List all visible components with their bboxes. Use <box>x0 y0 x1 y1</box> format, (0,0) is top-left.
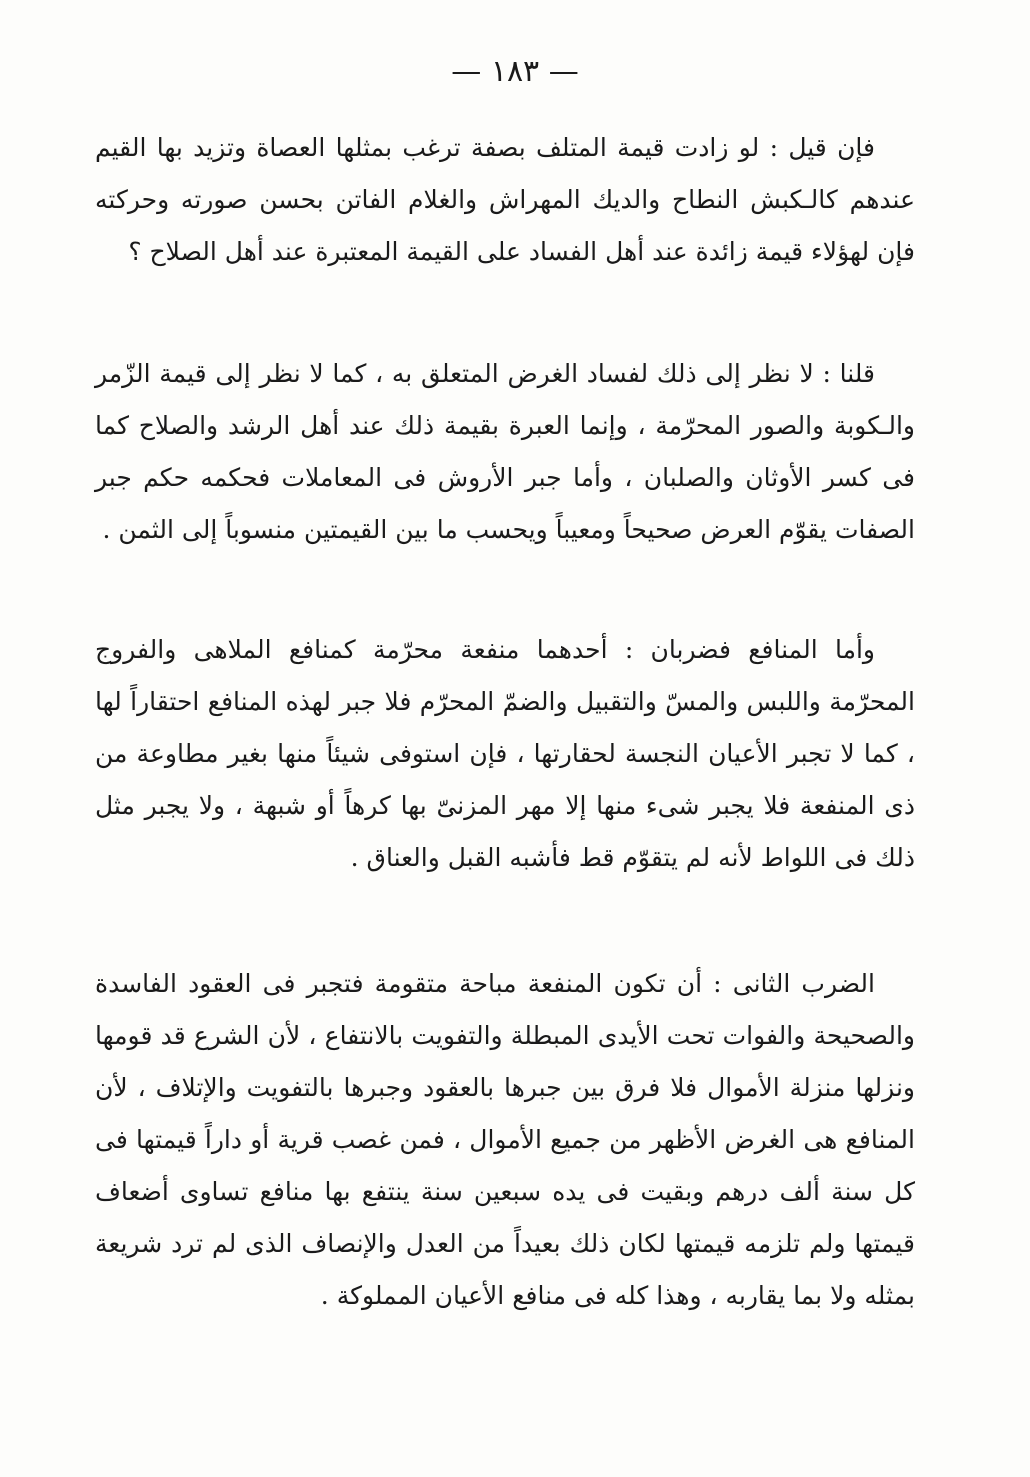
paragraph-1-text: فإن قيل : لو زادت قيمة المتلف بصفة ترغب بمثلها العصاة وتزيد بها القيم عندهم كالـكبش النطاح والديك المهراش والغلام الفاتن بحسن صورته وحركته فإن لهؤلاء قيمة زائدة عند أهل الفساد على القيمة المعتبرة عند أهل الصلاح ؟ <box>95 133 915 266</box>
paragraph-4 <box>95 958 915 1322</box>
paragraph-3 <box>95 624 915 884</box>
page-number: — ١٨٣ — <box>451 54 579 89</box>
paragraph-2 <box>95 348 915 556</box>
paragraph-4-text: الضرب الثانى : أن تكون المنفعة مباحة متقومة فتجبر فى العقود الفاسدة والصحيحة والفوات تحت الأيدى المبطلة والتفويت بالانتفاع ، لأن الشرع قد قومها ونزلها منزلة الأموال فلا فرق بين جبرها بالعقود وجبرها بالتفويت والإتلاف ، لأن المنافع هى الغرض الأظهر من جميع الأموال ، فمن غصب قرية أو داراً قيمتها فى كل سنة ألف درهم وبقيت فى يده سبعين سنة ينتفع بها منافع تساوى أضعاف قيمتها ولم تلزمه قيمتها لكان ذلك بعيداً من العدل والإنصاف الذى لم ترد شريعة بمثله ولا بما يقاربه ، وهذا كله فى منافع الأعيان المملوكة . <box>95 969 916 1310</box>
paragraph-2-text: قلنا : لا نظر إلى ذلك لفساد الغرض المتعلق به ، كما لا نظر إلى قيمة الزّمر والـكوبة والصور المحرّمة ، وإنما العبرة بقيمة ذلك عند أهل الرشد والصلاح كما فى كسر الأوثان والصلبان ، وأما جبر الأروش فى المعاملات فحكمه حكم جبر الصفات يقوّم العرض صحيحاً ومعيباً ويحسب ما بين القيمتين منسوباً إلى الثمن . <box>95 359 915 544</box>
paragraph-3-text: وأما المنافع فضربان : أحدهما منفعة محرّمة كمنافع الملاهى والفروج المحرّمة واللبس والمسّ والتقبيل والضمّ المحرّم فلا جبر لهذه المنافع احتقاراً لها ، كما لا تجبر الأعيان النجسة لحقارتها ، فإن استوفى شيئاً منها بغير مطاوعة من ذى المنفعة فلا يجبر شىء منها إلا مهر المزنىّ بها كرهاً أو شبهة ، ولا يجبر مثل ذلك فى اللواط لأنه لم يتقوّم قط فأشبه القبل والعناق . <box>95 635 915 872</box>
paragraph-1 <box>95 122 915 278</box>
